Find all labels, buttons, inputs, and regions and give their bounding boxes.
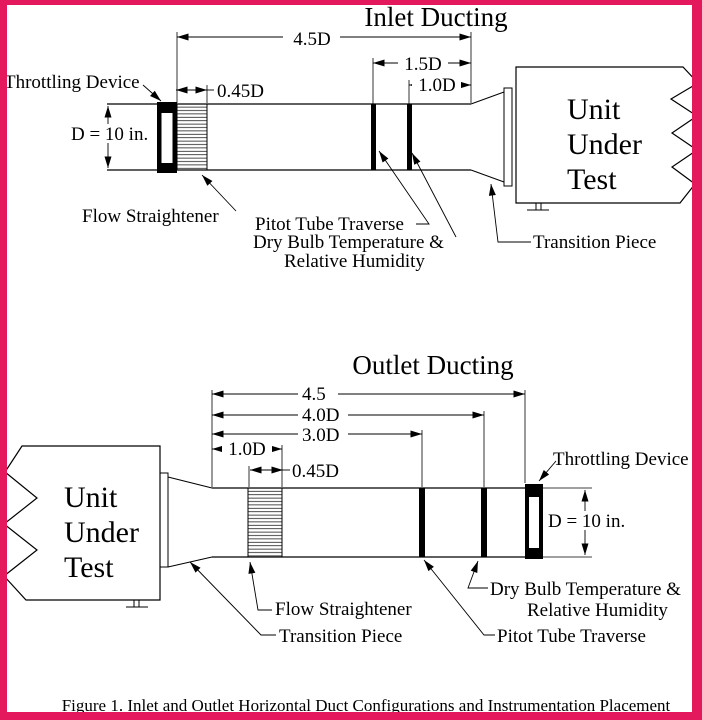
outlet-dim-0-45d: 0.45D bbox=[292, 461, 339, 482]
inlet-dim-4-5d: 4.5D bbox=[293, 29, 331, 50]
inlet-dim-diameter: D = 10 in. bbox=[71, 124, 149, 145]
inlet-unit-line2: Under bbox=[567, 128, 642, 161]
outlet-label-flow-straightener: Flow Straightener bbox=[275, 599, 412, 620]
outlet-pitot-tube-bar bbox=[419, 488, 425, 557]
outlet-dim-1-0d: 1.0D bbox=[228, 439, 266, 460]
inlet-dim-1-0d: 1.0D bbox=[418, 75, 456, 96]
inlet-diagram bbox=[4, 2, 698, 272]
inlet-drybulb-bar bbox=[407, 104, 412, 170]
inlet-label-throttling-device: Throttling Device bbox=[4, 72, 140, 93]
inlet-label-dry-bulb-line2: Relative Humidity bbox=[284, 251, 425, 272]
outlet-unit-line3: Test bbox=[64, 551, 114, 584]
outlet-unit-under-test-text bbox=[64, 481, 139, 584]
outlet-dim-4-0d: 4.0D bbox=[302, 405, 340, 426]
outlet-label-dry-bulb-line1: Dry Bulb Temperature & bbox=[490, 579, 681, 600]
inlet-unit-under-test-text bbox=[567, 93, 642, 196]
outlet-title: Outlet Ducting bbox=[352, 350, 514, 380]
inlet-unit-line3: Test bbox=[567, 163, 617, 196]
inlet-unit-foot bbox=[527, 203, 549, 210]
inlet-pitot-tube-bar bbox=[371, 104, 376, 170]
inlet-label-transition-piece: Transition Piece bbox=[533, 232, 657, 253]
outlet-unit-line2: Under bbox=[64, 516, 139, 549]
inlet-throttling-device bbox=[157, 102, 177, 173]
outlet-unit-line1: Unit bbox=[64, 481, 118, 514]
outlet-dim-diameter: D = 10 in. bbox=[548, 511, 626, 532]
outlet-transition-piece bbox=[160, 473, 212, 567]
outlet-label-throttling-device: Throttling Device bbox=[553, 449, 689, 470]
outlet-drybulb-bar bbox=[481, 488, 487, 557]
inlet-dim-0-45d: 0.45D bbox=[217, 81, 264, 102]
outlet-unit-foot bbox=[126, 600, 148, 607]
inlet-transition-piece bbox=[471, 88, 512, 186]
outlet-label-dry-bulb-line2: Relative Humidity bbox=[527, 600, 668, 621]
outlet-dim-3-0d: 3.0D bbox=[302, 425, 340, 446]
inlet-dim-1-5d: 1.5D bbox=[404, 54, 442, 75]
inlet-flow-straightener bbox=[177, 104, 207, 170]
inlet-label-pitot-tube-traverse: Pitot Tube Traverse bbox=[255, 214, 404, 235]
outlet-label-pitot-tube-traverse: Pitot Tube Traverse bbox=[497, 626, 646, 647]
outlet-dim-4-5: 4.5 bbox=[302, 384, 326, 405]
inlet-label-dry-bulb-line1: Dry Bulb Temperature & bbox=[253, 232, 444, 253]
outlet-flow-straightener bbox=[248, 488, 282, 557]
outlet-throttling-device bbox=[525, 484, 543, 559]
outlet-label-transition-piece: Transition Piece bbox=[279, 626, 403, 647]
figure-caption: Figure 1. Inlet and Outlet Horizontal Duct Configurations and Instrumentation Placement bbox=[61, 696, 671, 715]
inlet-label-flow-straightener: Flow Straightener bbox=[82, 206, 219, 227]
inlet-unit-line1: Unit bbox=[567, 93, 621, 126]
inlet-title: Inlet Ducting bbox=[364, 2, 508, 32]
outlet-diagram bbox=[4, 350, 689, 647]
